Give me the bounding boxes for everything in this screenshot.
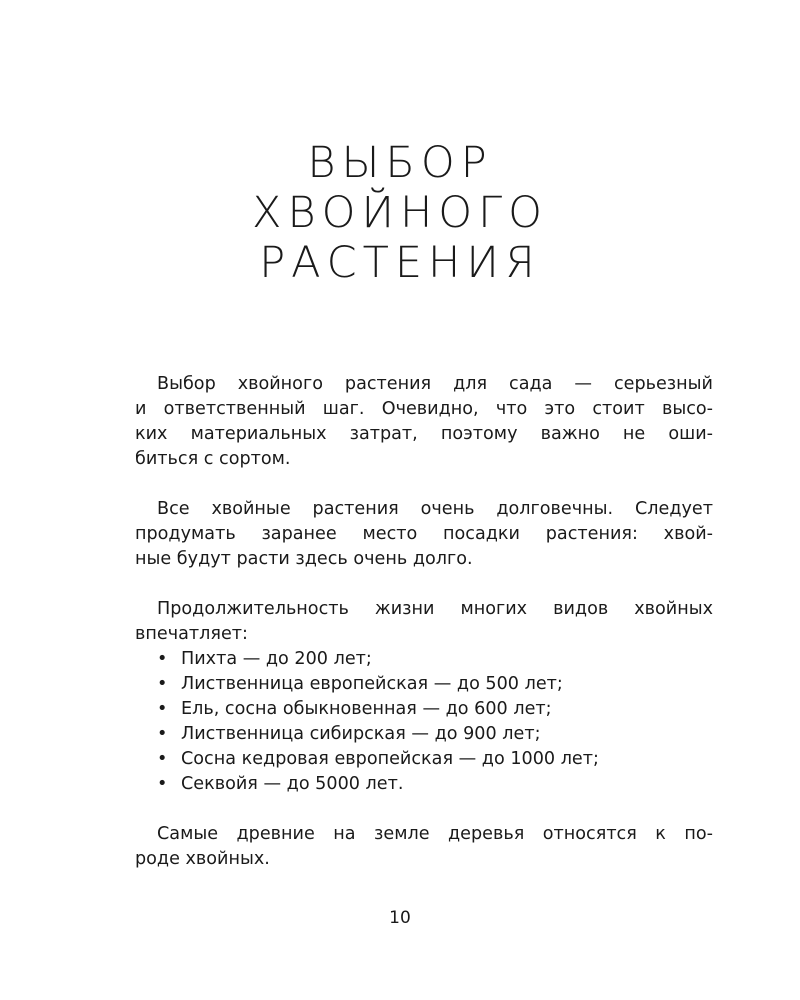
paragraph-line: впечатляет: [135,624,248,644]
list-item-text: Сосна кедровая европейская — до 1000 лет; [181,749,599,769]
chapter-title-line: ХВОЙНОГО [252,188,548,238]
paragraph-closing [135,822,713,872]
paragraph-line: Самые древние на земле деревья относятся к по- [157,824,713,844]
chapter-title [0,138,800,288]
paragraph-line: ные будут расти здесь очень долго. [135,549,473,569]
paragraph-longevity [135,497,713,572]
list-item [135,722,713,747]
paragraph-line: Выбор хвойного растения для сада — серьезный [157,374,713,394]
list-item [135,772,713,797]
paragraph-line: ких материальных затрат, поэтому важно не оши- [135,424,713,444]
list-item-text: Лиственница сибирская — до 900 лет; [181,724,541,744]
page-number: 10 [389,908,411,928]
list-item-text: Ель, сосна обыкновенная — до 600 лет; [181,699,552,719]
list-item-text: Пихта — до 200 лет; [181,649,372,669]
bullet-icon: • [157,649,168,669]
list-item-text: Лиственница европейская — до 500 лет; [181,674,563,694]
paragraph-line: биться с сортом. [135,449,291,469]
paragraph-line: продумать заранее место посадки растения: хвой- [135,524,713,544]
paragraph-line: Продолжительность жизни многих видов хвойных [157,599,713,619]
list-item [135,747,713,772]
list-item [135,697,713,722]
paragraph-line: Все хвойные растения очень долговечны. Следует [157,499,713,519]
list-item-text: Секвойя — до 5000 лет. [181,774,404,794]
paragraph-line: роде хвойных. [135,849,270,869]
chapter-body [135,372,713,897]
paragraph-lifespan-intro [135,597,713,647]
bullet-icon: • [157,749,168,769]
paragraph-line: и ответственный шаг. Очевидно, что это стоит высо- [135,399,713,419]
paragraph-intro [135,372,713,472]
bullet-icon: • [157,774,168,794]
list-item [135,672,713,697]
list-item [135,647,713,672]
chapter-title-line: ВЫБОР [307,138,493,188]
lifespan-list [135,647,713,797]
bullet-icon: • [157,699,168,719]
bullet-icon: • [157,674,168,694]
bullet-icon: • [157,724,168,744]
chapter-title-line: РАСТЕНИЯ [259,238,541,288]
